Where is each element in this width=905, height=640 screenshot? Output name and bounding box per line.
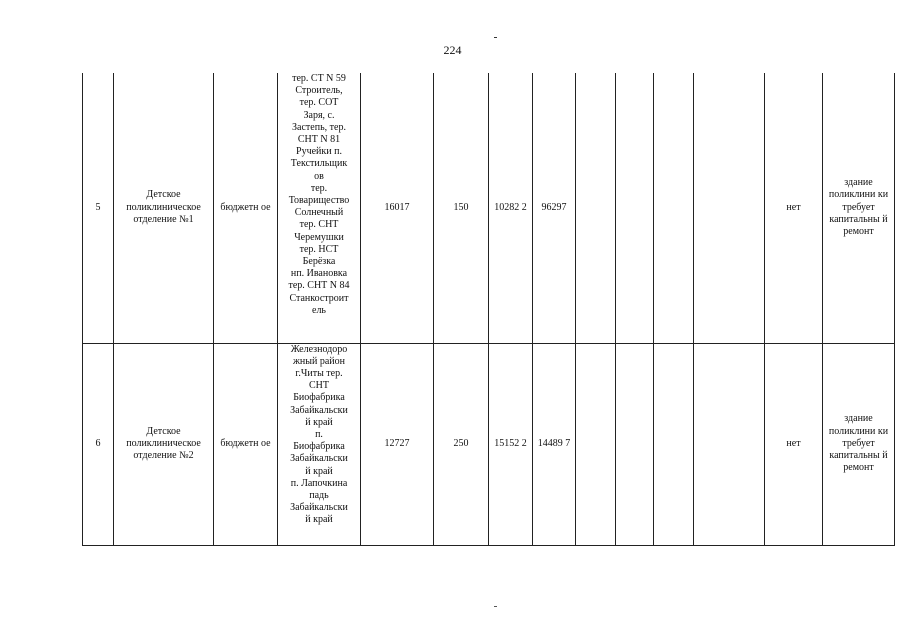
page-number: 224 <box>443 43 462 57</box>
visits-value: 10282 2 <box>489 73 533 343</box>
page-mark-top <box>494 37 497 38</box>
territory-line: тер. <box>310 182 328 194</box>
territory-line: тер. СНТ <box>299 219 339 231</box>
territory-line: Заря, с. <box>303 109 335 121</box>
territory-line: Черемушки <box>294 231 344 243</box>
territory-line: падь <box>309 489 329 501</box>
territory-line: п. <box>315 428 323 440</box>
visits-fact-value: 14489 7 <box>533 343 576 545</box>
empty-cell <box>576 343 616 545</box>
institution-name: Детское поликлиническое отделение №2 <box>114 343 214 545</box>
territory-line: Берёзка <box>302 256 336 268</box>
data-table <box>82 73 895 546</box>
territory-line: жный район <box>293 355 345 367</box>
empty-cell <box>616 343 654 545</box>
territory-line: ов <box>314 170 324 182</box>
page-mark-bottom <box>494 606 497 607</box>
territory-line: Текстильщик <box>290 158 348 170</box>
territory-line: п. Лапочкина <box>290 477 348 489</box>
population-value: 12727 <box>361 343 434 545</box>
territory-line: тер. СОТ <box>299 97 339 109</box>
capacity-value: 250 <box>434 343 489 545</box>
territory-line: ель <box>312 304 326 316</box>
note-text: здание поликлини ки требует капитальны й ремонт <box>823 343 895 545</box>
territory-list <box>278 343 361 545</box>
territory-line: Биофабрика <box>293 441 345 453</box>
territory-line: й край <box>305 514 333 526</box>
table-row <box>83 343 895 545</box>
territory-line: тер. СТ N 59 <box>292 73 346 84</box>
empty-cell <box>576 73 616 343</box>
territory-line: Забайкальски <box>290 453 348 465</box>
flag-value: нет <box>765 73 823 343</box>
empty-cell <box>654 343 694 545</box>
row-number: 5 <box>83 73 114 343</box>
capacity-value: 150 <box>434 73 489 343</box>
visits-value: 15152 2 <box>489 343 533 545</box>
note-text: здание поликлини ки требует капитальны й ремонт <box>823 73 895 343</box>
territory-line: Товарищество <box>288 195 350 207</box>
territory-line: Биофабрика <box>293 392 345 404</box>
empty-cell <box>694 73 765 343</box>
visits-fact-value: 96297 <box>533 73 576 343</box>
funding-type: бюджетн ое <box>214 73 278 343</box>
row-number: 6 <box>83 343 114 545</box>
institution-name: Детское поликлиническое отделение №1 <box>114 73 214 343</box>
territory-line: Строитель, <box>295 85 343 97</box>
territory-line: Станкостроит <box>289 292 349 304</box>
territory-line: й край <box>305 465 333 477</box>
population-value: 16017 <box>361 73 434 343</box>
territory-line: Железнодоро <box>290 343 348 355</box>
flag-value: нет <box>765 343 823 545</box>
empty-cell <box>616 73 654 343</box>
territory-line: Солнечный <box>294 207 344 219</box>
territory-line: Забайкальски <box>290 404 348 416</box>
funding-type: бюджетн ое <box>214 343 278 545</box>
territory-line: Забайкальски <box>290 502 348 514</box>
territory-line: Ручейки п. <box>296 146 342 158</box>
empty-cell <box>694 343 765 545</box>
territory-line: й край <box>305 416 333 428</box>
territory-line: г.Читы тер. <box>295 367 343 379</box>
territory-line: тер. СНТ N 84 <box>288 280 350 292</box>
territory-line: тер. НСТ <box>299 243 339 255</box>
territory-line: Застепь, тер. <box>292 121 346 133</box>
territory-list <box>278 73 361 343</box>
territory-line: СНТ <box>309 380 329 392</box>
empty-cell <box>654 73 694 343</box>
territory-line: нп. Ивановка <box>290 268 348 280</box>
table-row <box>83 73 895 343</box>
territory-line: СНТ N 81 <box>297 134 341 146</box>
